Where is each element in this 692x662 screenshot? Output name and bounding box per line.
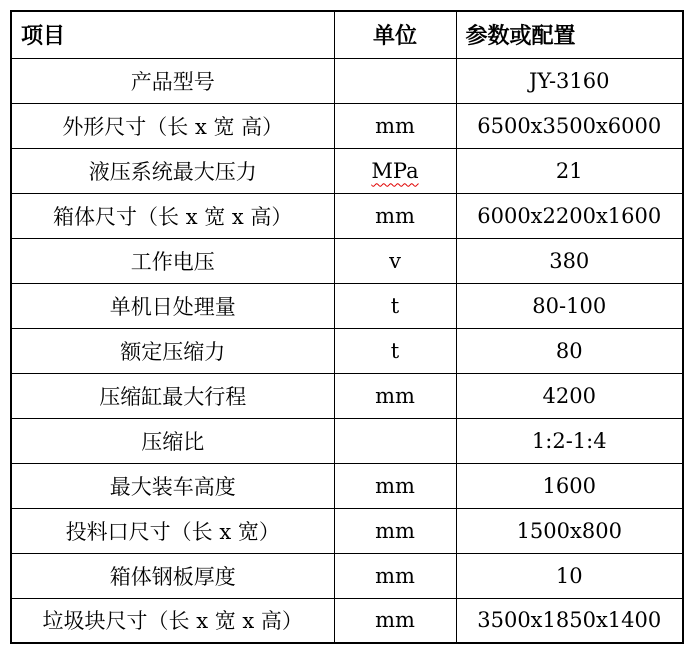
table-row [11, 508, 683, 553]
unit-cell: mm [334, 508, 456, 553]
header-unit: 单位 [334, 11, 456, 58]
value-cell: 21 [456, 148, 683, 193]
unit-cell: mm [334, 373, 456, 418]
item-cell: 箱体尺寸（长 x 宽 x 高） [11, 193, 334, 238]
value-cell: 80 [456, 328, 683, 373]
unit-cell [334, 148, 456, 193]
item-cell: 产品型号 [11, 58, 334, 103]
value-cell: 1:2-1:4 [456, 418, 683, 463]
item-cell: 最大装车高度 [11, 463, 334, 508]
value-cell: 80-100 [456, 283, 683, 328]
spec-table [10, 10, 684, 644]
item-cell: 压缩比 [11, 418, 334, 463]
unit-cell [334, 58, 456, 103]
table-row [11, 103, 683, 148]
table-row [11, 148, 683, 193]
item-cell: 压缩缸最大行程 [11, 373, 334, 418]
value-cell: 6500x3500x6000 [456, 103, 683, 148]
unit-cell: mm [334, 598, 456, 643]
value-cell: 6000x2200x1600 [456, 193, 683, 238]
value-cell: 3500x1850x1400 [456, 598, 683, 643]
value-cell: 10 [456, 553, 683, 598]
value-cell: JY-3160 [456, 58, 683, 103]
value-cell: 1500x800 [456, 508, 683, 553]
table-row [11, 328, 683, 373]
value-cell: 1600 [456, 463, 683, 508]
item-cell: 额定压缩力 [11, 328, 334, 373]
value-cell: 4200 [456, 373, 683, 418]
item-cell: 外形尺寸（长 x 宽 高） [11, 103, 334, 148]
unit-cell [334, 418, 456, 463]
item-cell: 箱体钢板厚度 [11, 553, 334, 598]
unit-cell: mm [334, 463, 456, 508]
unit-cell: t [334, 283, 456, 328]
table-row [11, 193, 683, 238]
unit-cell: mm [334, 103, 456, 148]
unit-cell: mm [334, 193, 456, 238]
item-cell: 工作电压 [11, 238, 334, 283]
item-cell: 单机日处理量 [11, 283, 334, 328]
header-row [11, 11, 683, 58]
unit-cell: t [334, 328, 456, 373]
table-row [11, 283, 683, 328]
unit-cell: mm [334, 553, 456, 598]
item-cell: 垃圾块尺寸（长 x 宽 x 高） [11, 598, 334, 643]
item-cell: 液压系统最大压力 [11, 148, 334, 193]
table-row [11, 598, 683, 643]
table-row [11, 58, 683, 103]
unit-spellcheck-text: MPa [371, 158, 419, 183]
table-row [11, 373, 683, 418]
unit-cell: v [334, 238, 456, 283]
table-row [11, 238, 683, 283]
value-cell: 380 [456, 238, 683, 283]
table-row [11, 553, 683, 598]
header-params: 参数或配置 [456, 11, 683, 58]
table-row [11, 463, 683, 508]
header-item: 项目 [11, 11, 334, 58]
table-row [11, 418, 683, 463]
item-cell: 投料口尺寸（长 x 宽） [11, 508, 334, 553]
